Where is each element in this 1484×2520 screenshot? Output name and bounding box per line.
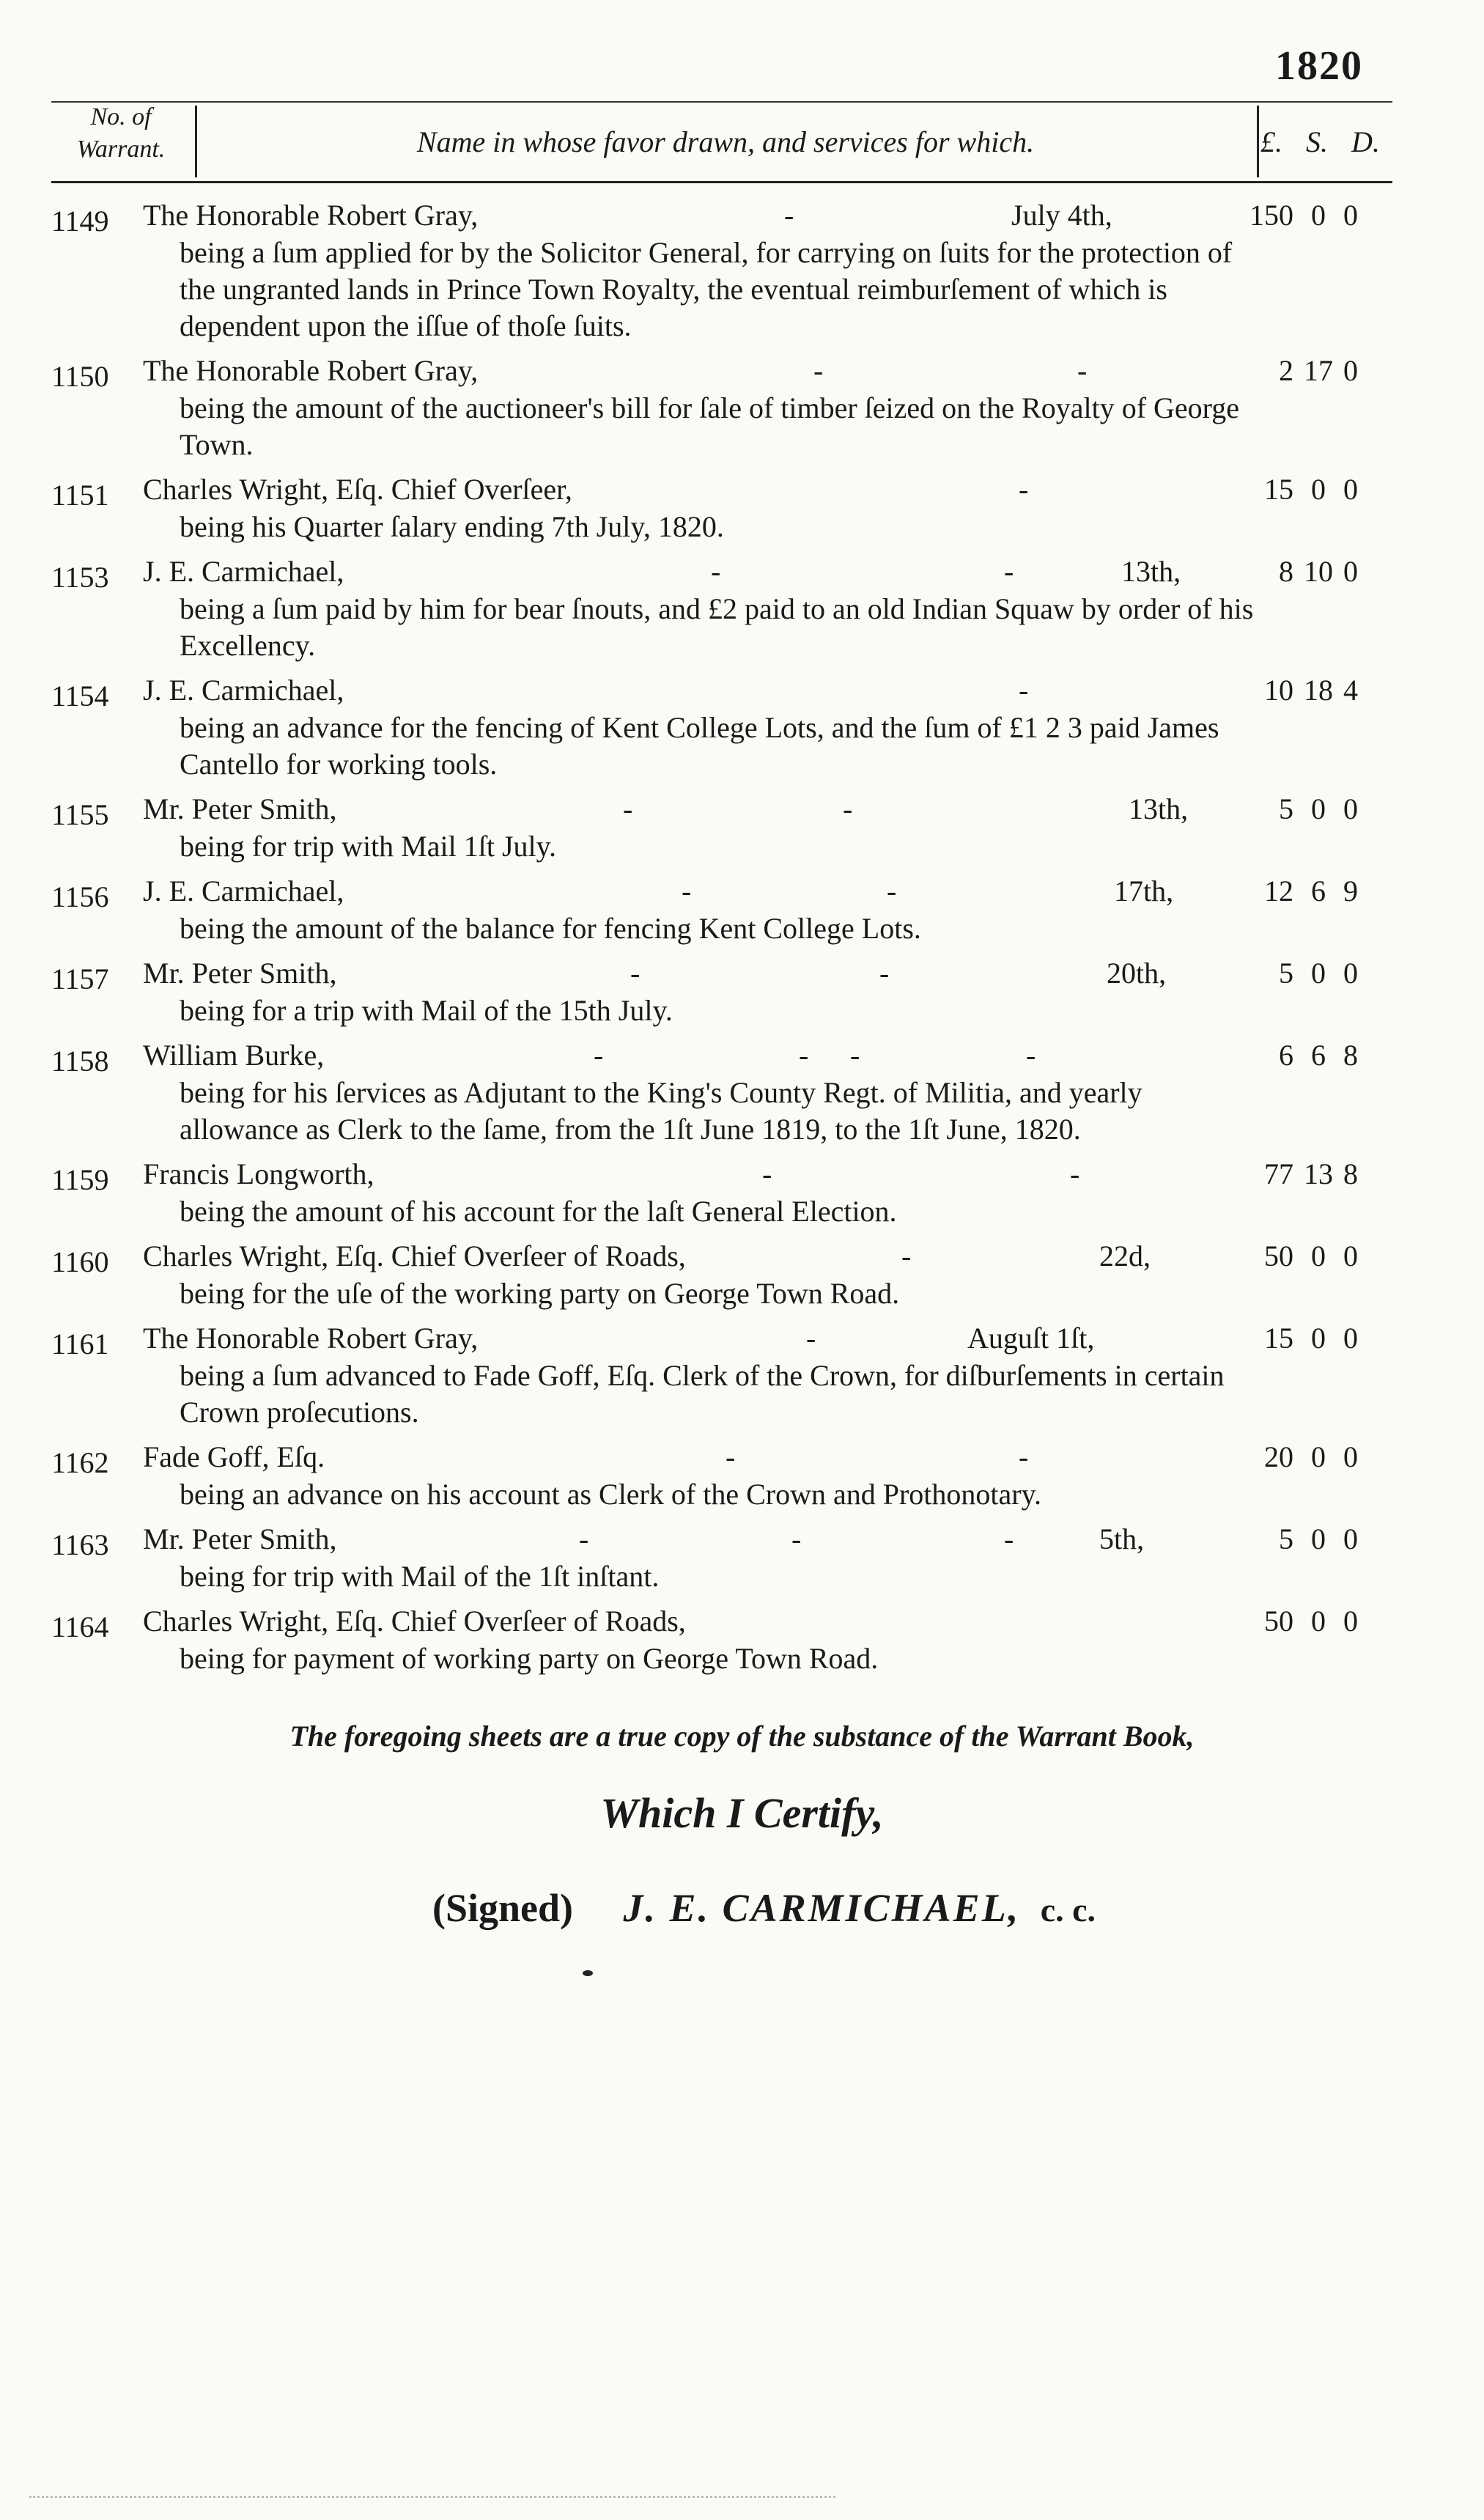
amount-pence: 0 xyxy=(1343,555,1358,588)
entry-description: being for a trip with Mail of the 15th July. xyxy=(180,994,673,1027)
leader-dash: - xyxy=(887,874,897,907)
amount-pounds: 20 xyxy=(1264,1440,1293,1473)
leader-dash: - xyxy=(799,1039,809,1072)
leader-dash: - xyxy=(784,199,794,232)
leader-dash: - xyxy=(1004,1522,1014,1555)
entry-main-line xyxy=(51,1602,1392,1643)
leader-dash: - xyxy=(1004,555,1014,588)
amount-shillings: 0 xyxy=(1311,1322,1326,1355)
payee-name: Mr. Peter Smith, xyxy=(143,1522,337,1555)
entry-main-line xyxy=(51,1520,1392,1561)
leader-dash: - xyxy=(850,1039,860,1072)
payee-name: Charles Wright, Eſq. Chief Overſeer of Roads, xyxy=(143,1605,686,1637)
leader-dash: - xyxy=(843,792,853,825)
warrant-number: 1158 xyxy=(51,1045,109,1077)
leader-dash: - xyxy=(791,1522,802,1555)
entry-main-line xyxy=(51,671,1392,710)
warrant-date: 17th, xyxy=(1114,874,1174,907)
amount-pounds: 50 xyxy=(1264,1239,1293,1272)
leader-dash: - xyxy=(630,957,641,990)
amount xyxy=(1235,196,1392,235)
entry-main-line xyxy=(51,790,1392,831)
entry-description: being for payment of working party on George Town Road. xyxy=(180,1642,879,1675)
amount xyxy=(1235,1438,1392,1476)
payee-name: J. E. Carmichael, xyxy=(143,674,344,707)
amount-pence: 0 xyxy=(1343,1322,1358,1355)
amount xyxy=(1235,1602,1392,1640)
leader-dash: - xyxy=(594,1039,604,1072)
amount-pounds: 15 xyxy=(1264,473,1293,506)
warrant-date: 20th, xyxy=(1107,957,1167,990)
amount-pence: 9 xyxy=(1343,874,1358,907)
leader-dash: - xyxy=(879,957,890,990)
amount-shillings: 0 xyxy=(1311,957,1326,990)
entry-description: being for trip with Mail of the 1ſt inſtant. xyxy=(180,1560,660,1593)
certify-heading: Which I Certify, xyxy=(600,1789,884,1837)
amount-shillings: 0 xyxy=(1311,792,1326,825)
header-amount: £. S. D. xyxy=(1260,125,1380,158)
ink-mark xyxy=(583,1970,593,1976)
entry-description: being an advance on his account as Clerk of the Crown and Prothonotary. xyxy=(180,1478,1041,1511)
amount xyxy=(1235,553,1392,591)
warrant-number: 1160 xyxy=(51,1245,109,1278)
entry-description: being for his ſervices as Adjutant to the King's County Regt. of Militia, and yearly allowance as Clerk to the ſame, from the 1ſt June 1819, to the 1ſt June, 1820. xyxy=(180,1076,1142,1146)
amount-shillings: 0 xyxy=(1311,1440,1326,1473)
amount-pounds: 5 xyxy=(1279,792,1293,825)
payee-name: J. E. Carmichael, xyxy=(143,874,344,907)
entry-main-line xyxy=(51,1036,1392,1075)
signature-line xyxy=(432,1885,1096,1931)
amount xyxy=(1235,1237,1392,1275)
amount-pounds: 10 xyxy=(1264,674,1293,707)
entry-description: being for the uſe of the working party on George Town Road. xyxy=(180,1277,900,1310)
amount-pence: 0 xyxy=(1343,1522,1358,1555)
warrant-number: 1161 xyxy=(51,1327,109,1360)
amount-shillings: 6 xyxy=(1311,874,1326,907)
entry-main-line xyxy=(51,471,1392,512)
entry-main-line xyxy=(51,1155,1392,1196)
warrant-number: 1151 xyxy=(51,479,109,512)
amount xyxy=(1235,671,1392,710)
payee-name: Mr. Peter Smith, xyxy=(143,957,337,990)
warrant-number: 1164 xyxy=(51,1610,109,1643)
warrant-entry xyxy=(51,1438,1392,1513)
payee-name: William Burke, xyxy=(143,1039,325,1072)
warrant-entry xyxy=(51,196,1392,345)
bottom-specks xyxy=(29,2496,835,2500)
amount-pounds: 5 xyxy=(1279,1522,1293,1555)
warrant-entry xyxy=(51,954,1392,1029)
warrant-entry xyxy=(51,1520,1392,1595)
warrant-date: Auguſt 1ſt, xyxy=(967,1322,1095,1355)
warrant-number: 1156 xyxy=(51,880,109,913)
payee-name: Charles Wright, Eſq. Chief Overſeer of Roads, xyxy=(143,1239,686,1272)
leader-dash: - xyxy=(726,1440,736,1473)
warrant-entry xyxy=(51,352,1392,463)
leader-dash: - xyxy=(1019,473,1029,506)
amount-pounds: 150 xyxy=(1249,199,1293,232)
payee-name: The Honorable Robert Gray, xyxy=(143,199,479,232)
amount xyxy=(1235,471,1392,509)
leader-dash: - xyxy=(901,1239,912,1272)
payee-name: Charles Wright, Eſq. Chief Overſeer, xyxy=(143,473,572,506)
warrant-number: 1154 xyxy=(51,679,109,712)
leader-dash: - xyxy=(813,354,824,387)
entry-main-line xyxy=(51,1438,1392,1479)
entry-description: being a ſum paid by him for bear ſnouts, and £2 paid to an old Indian Squaw by order of his Excellency. xyxy=(180,592,1254,662)
page-year: 1820 xyxy=(1275,43,1363,89)
amount-shillings: 0 xyxy=(1311,1239,1326,1272)
header-divider xyxy=(195,106,197,177)
amount-pence: 0 xyxy=(1343,354,1358,387)
warrant-date: July 4th, xyxy=(1011,199,1112,232)
amount xyxy=(1235,1155,1392,1193)
amount-pence: 0 xyxy=(1343,1440,1358,1473)
warrant-entry xyxy=(51,790,1392,865)
amount-pounds: 77 xyxy=(1264,1157,1293,1190)
entry-description: being the amount of the balance for fencing Kent College Lots. xyxy=(180,912,921,945)
leader-dash: - xyxy=(1019,674,1029,707)
signatory-suffix: c. c. xyxy=(1040,1891,1096,1928)
entry-main-line xyxy=(51,1319,1392,1360)
amount-shillings: 10 xyxy=(1304,555,1333,588)
amount-shillings: 0 xyxy=(1311,199,1326,232)
leader-dash: - xyxy=(1070,1157,1080,1190)
payee-name: The Honorable Robert Gray, xyxy=(143,354,479,387)
amount-shillings: 0 xyxy=(1311,1522,1326,1555)
amount-pounds: 6 xyxy=(1279,1039,1293,1072)
payee-name: J. E. Carmichael, xyxy=(143,555,344,588)
amount xyxy=(1235,1520,1392,1558)
entry-main-line xyxy=(51,872,1392,913)
payee-name: Fade Goff, Eſq. xyxy=(143,1440,325,1473)
entry-description: being the amount of the auctioneer's bill for ſale of timber ſeized on the Royalty of George Town. xyxy=(180,391,1240,461)
amount-shillings: 13 xyxy=(1304,1157,1333,1190)
amount-pence: 8 xyxy=(1343,1039,1358,1072)
signatory-name: J. E. CARMICHAEL, xyxy=(623,1886,1021,1930)
warrant-number: 1162 xyxy=(51,1446,109,1479)
entry-description: being for trip with Mail 1ſt July. xyxy=(180,830,557,863)
amount xyxy=(1235,872,1392,910)
entry-main-line xyxy=(51,1237,1392,1278)
warrant-entry xyxy=(51,1602,1392,1677)
amount-pence: 0 xyxy=(1343,792,1358,825)
entry-main-line xyxy=(51,553,1392,594)
leader-dash: - xyxy=(806,1322,816,1355)
entry-main-line xyxy=(51,196,1392,235)
warrant-entry xyxy=(51,872,1392,947)
warrant-entry xyxy=(51,471,1392,545)
payee-name: The Honorable Robert Gray, xyxy=(143,1322,479,1355)
amount-pounds: 5 xyxy=(1279,957,1293,990)
amount-pence: 0 xyxy=(1343,473,1358,506)
leader-dash: - xyxy=(762,1157,772,1190)
amount-shillings: 17 xyxy=(1304,354,1333,387)
entry-description: being an advance for the fencing of Kent College Lots, and the ſum of £1 2 3 paid James Cantello for working tools. xyxy=(180,711,1219,781)
warrant-number: 1159 xyxy=(51,1163,109,1196)
header-divider xyxy=(1257,106,1259,177)
entry-description: being his Quarter ſalary ending 7th July, 1820. xyxy=(180,510,724,543)
entry-main-line xyxy=(51,954,1392,995)
amount-shillings: 6 xyxy=(1311,1039,1326,1072)
amount-pounds: 8 xyxy=(1279,555,1293,588)
entry-description: being the amount of his account for the laſt General Election. xyxy=(180,1195,897,1228)
header-rule xyxy=(51,181,1392,183)
warrant-entry xyxy=(51,671,1392,783)
payee-name: Francis Longworth, xyxy=(143,1157,374,1190)
amount-shillings: 0 xyxy=(1311,473,1326,506)
table-header xyxy=(51,101,1392,183)
warrant-date: 5th, xyxy=(1099,1522,1145,1555)
amount-pence: 0 xyxy=(1343,1239,1358,1272)
warrant-number: 1153 xyxy=(51,561,109,594)
amount xyxy=(1235,954,1392,992)
warrant-entry xyxy=(51,1319,1392,1431)
signed-label: (Signed) xyxy=(432,1886,574,1930)
leader-dash: - xyxy=(711,555,721,588)
amount-pounds: 2 xyxy=(1279,354,1293,387)
warrant-number: 1163 xyxy=(51,1528,109,1561)
warrant-entry xyxy=(51,1237,1392,1312)
amount-pence: 0 xyxy=(1343,957,1358,990)
amount-pence: 8 xyxy=(1343,1157,1358,1190)
warrant-entry xyxy=(51,1036,1392,1148)
warrant-number: 1150 xyxy=(51,360,109,393)
leader-dash: - xyxy=(579,1522,589,1555)
header-name-services: Name in whose favor drawn, and services for which. xyxy=(416,125,1035,158)
amount-shillings: 18 xyxy=(1304,674,1333,707)
amount xyxy=(1235,352,1392,390)
warrant-entry xyxy=(51,1155,1392,1230)
amount xyxy=(1235,1319,1392,1357)
warrant-date: 22d, xyxy=(1099,1239,1151,1272)
warrant-date: 13th, xyxy=(1129,792,1189,825)
amount-shillings: 0 xyxy=(1311,1605,1326,1637)
leader-dash: - xyxy=(1077,354,1088,387)
leader-dash: - xyxy=(682,874,692,907)
amount xyxy=(1235,790,1392,828)
warrant-number: 1149 xyxy=(51,205,109,237)
payee-name: Mr. Peter Smith, xyxy=(143,792,337,825)
leader-dash: - xyxy=(623,792,633,825)
warrant-entries xyxy=(51,196,1392,1684)
entry-main-line xyxy=(51,352,1392,393)
leader-dash: - xyxy=(1019,1440,1029,1473)
certification-note: The foregoing sheets are a true copy of the substance of the Warrant Book, xyxy=(289,1720,1195,1753)
header-warrant-number: No. of Warrant. xyxy=(76,103,166,163)
amount-pence: 0 xyxy=(1343,199,1358,232)
leader-dash: - xyxy=(1026,1039,1036,1072)
amount-pounds: 50 xyxy=(1264,1605,1293,1637)
amount-pence: 0 xyxy=(1343,1605,1358,1637)
amount-pounds: 12 xyxy=(1264,874,1293,907)
warrant-number: 1157 xyxy=(51,962,109,995)
entry-description: being a ſum applied for by the Solicitor General, for carrying on ſuits for the protection of the ungranted lands in Prince Town Royalty, the eventual reimburſement of which is dependent upon the iſſue of thoſe ſuits. xyxy=(180,236,1233,342)
warrant-date: 13th, xyxy=(1121,555,1181,588)
amount xyxy=(1235,1036,1392,1075)
entry-description: being a ſum advanced to Fade Goff, Eſq. Clerk of the Crown, for diſburſements in certain Crown proſecutions. xyxy=(180,1359,1225,1429)
warrant-entry xyxy=(51,553,1392,664)
amount-pounds: 15 xyxy=(1264,1322,1293,1355)
amount-pence: 4 xyxy=(1343,674,1358,707)
warrant-number: 1155 xyxy=(51,798,109,831)
